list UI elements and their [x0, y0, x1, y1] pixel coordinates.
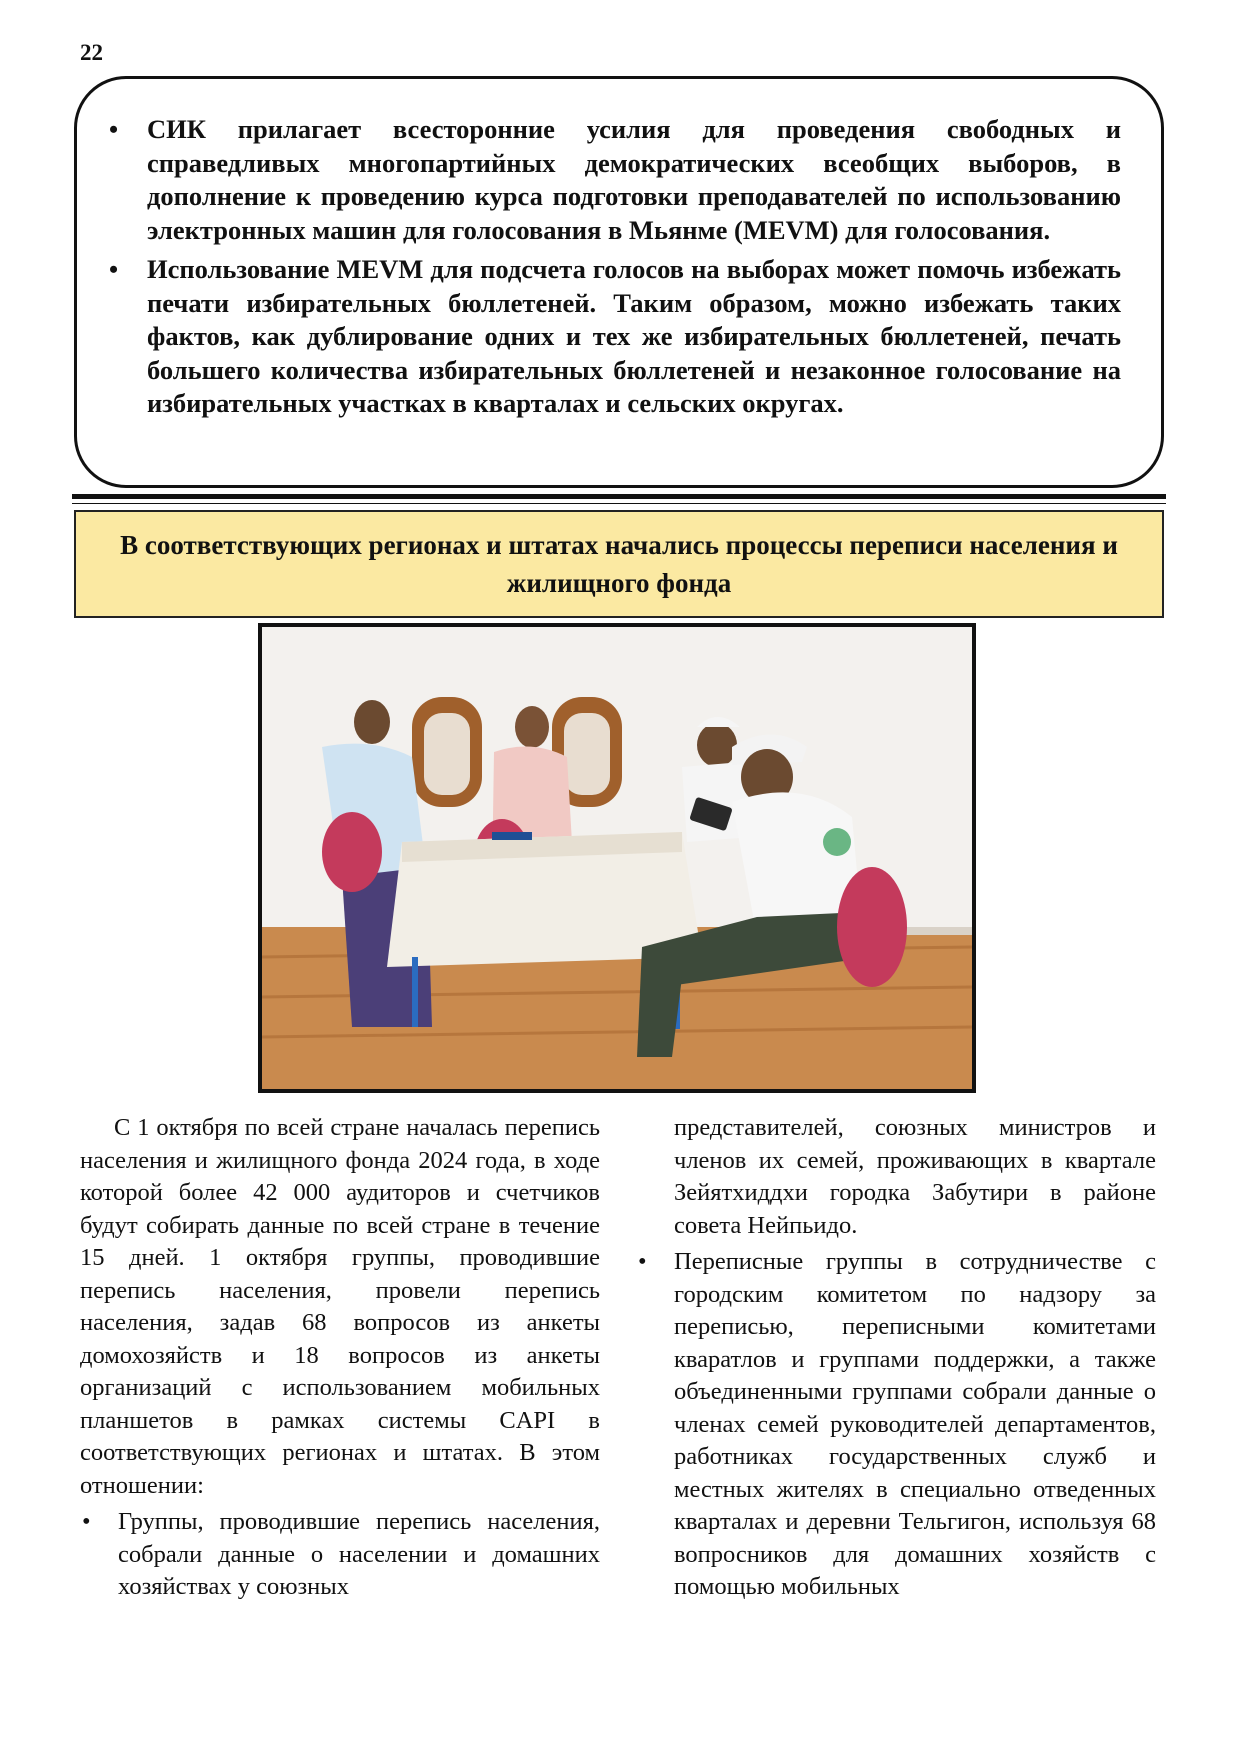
body-continuation: представителей, союзных министров и членов их семей, проживающих в квартале Зейятхиддхи городка Забутири в районе совета Нейпьидо. [674, 1114, 1156, 1239]
left-bullet-list [80, 1506, 600, 1604]
callout-bullet: • Использование MEVM для подсчета голосов на выборах может помочь избежать печати избирательных бюллетеней. Таким образом, можно избежать таких фактов, как дублирование одних и тех же избирательных бюллетеней, печать большего количества избирательных бюллетеней и незаконное голосование на избирательных участках в кварталах и сельских округах. [105, 253, 1121, 421]
section-divider-thin [72, 503, 1166, 504]
body-bullet: • Переписные группы в сотрудничестве с городским комитетом по надзору за переписью, переписными комитетами кваратлов и группами поддержки, а также объединенными группами собрали данные о членах семей руководителей департаментов, работниках государственных служб и местных жителях в специально отведенных кварталах и деревни Тельгигон, используя 68 вопросников для домашних хозяйств с помощью мобильных [636, 1246, 1156, 1604]
page-number: 22 [80, 40, 103, 65]
right-bullet-list [636, 1246, 1156, 1604]
headline-banner [74, 510, 1164, 618]
callout-bullet: • СИК прилагает всесторонние усилия для проведения свободных и справедливых многопартийных демократических всеобщих выборов, в дополнение к проведению курса подготовки преподавателей по использованию электронных машин для голосования в Мьянме (MEVM) для голосования. [105, 113, 1121, 247]
body-bullet: • Группы, проводившие перепись населения, собрали данные о населении и домашних хозяйствах у союзных [80, 1506, 600, 1604]
right-column [636, 1112, 1156, 1604]
callout-bullet-list [105, 113, 1121, 421]
callout-box [74, 76, 1164, 488]
body-paragraph: С 1 октября по всей стране началась перепись населения и жилищного фонда 2024 года, в ходе которой более 42 000 аудиторов и счетчиков будут собирать данные по всей стране в течение 15 дней. 1 октября группы, проводившие перепись населения, провели перепись населения, задав 68 вопросов из анкеты домохозяйств и 18 вопросов из анкеты организаций с использованием мобильных планшетов в рамках системы CAPI в соответствующих регионах и штатах. В этом отношении: [80, 1114, 600, 1499]
left-column [80, 1112, 600, 1604]
article-headline: В соответствующих регионах и штатах начались процессы переписи населения и жилищного фонда [120, 530, 1118, 598]
section-divider [72, 494, 1166, 499]
article-photo [258, 623, 976, 1093]
census-interview-illustration [262, 627, 972, 1089]
